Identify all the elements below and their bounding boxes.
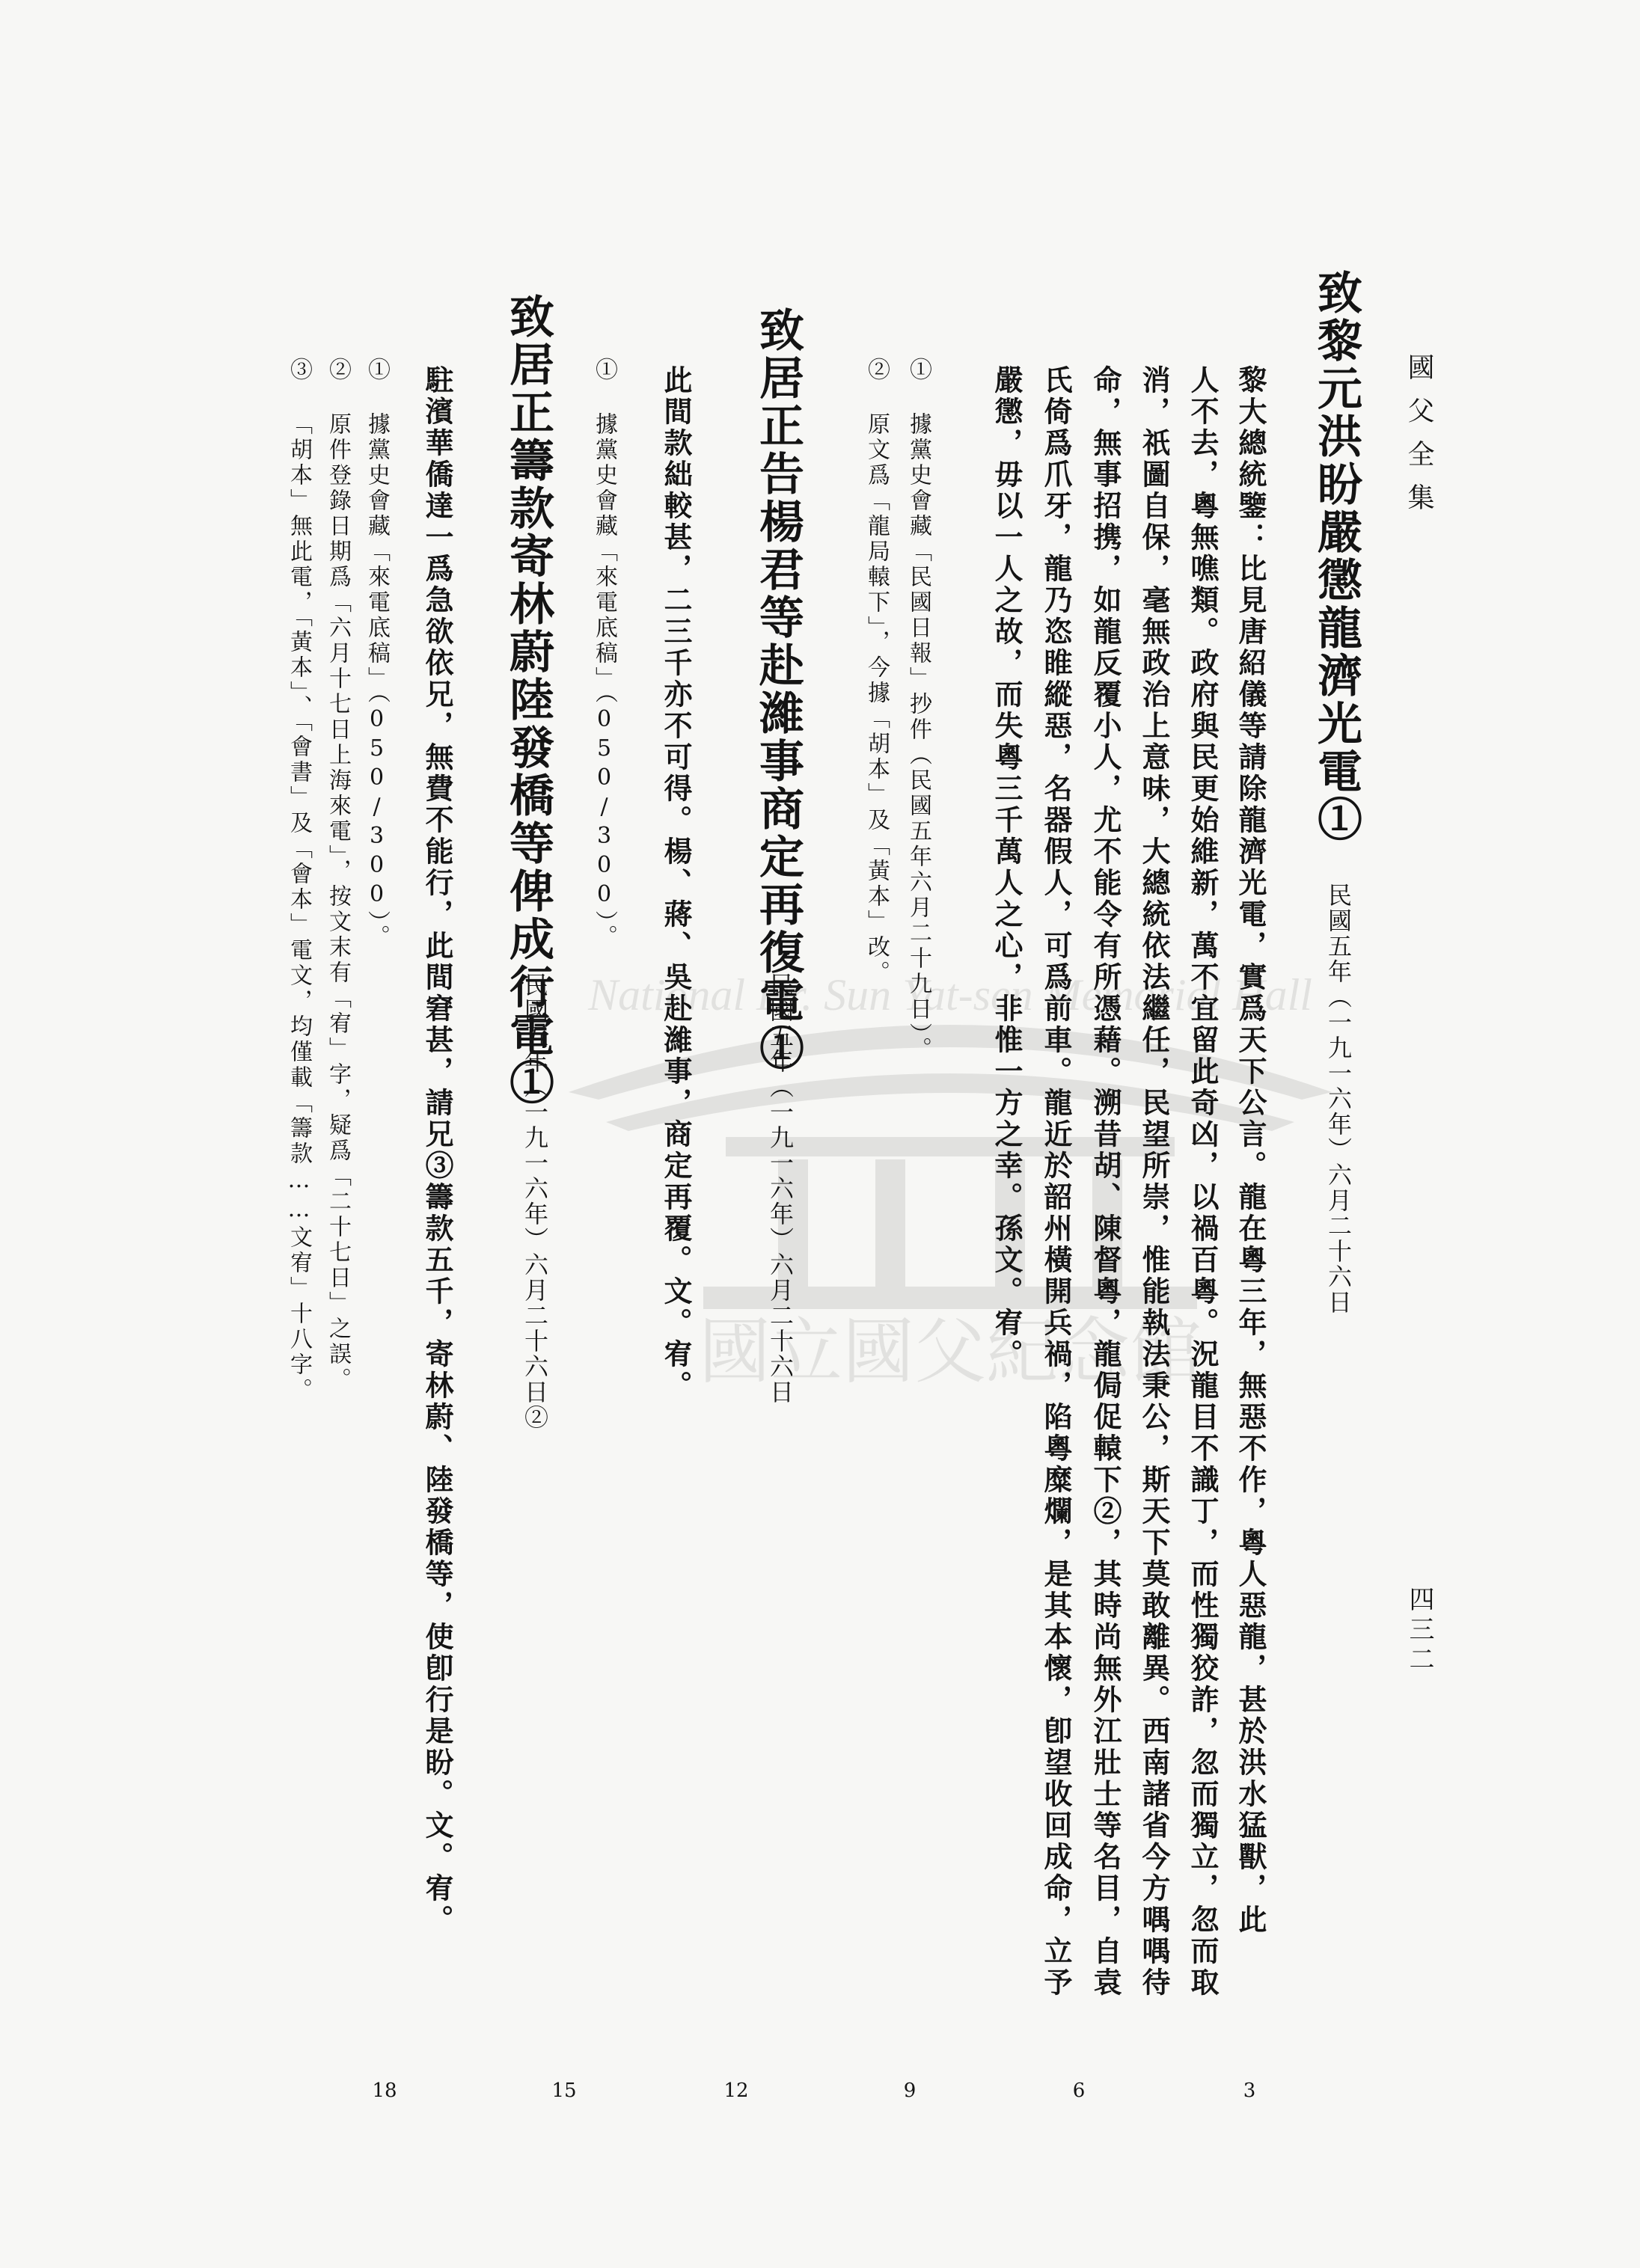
section-3-note-1: ① 據黨史會藏「來電底稿」（050/300）。 — [364, 358, 390, 950]
section-1-body-line-6: 嚴懲，毋以一人之故，而失粵三千萬人之心，非惟一方之幸。孫文。宥。 — [990, 365, 1024, 1370]
section-1-body-line-2: 人不去，粵無噍類。政府與民更始維新，萬不宜留此奇凶，以禍百粵。況龍目不識丁，而性獨狡詐，忽而獨立，忽而取 — [1186, 365, 1220, 1999]
book-title: 國父全集 — [1404, 353, 1434, 527]
watermark-bottom-text: 國立國父紀念館 — [699, 1310, 1202, 1391]
watermark-logo — [479, 898, 1422, 1391]
section-2-note-1: ① 據黨史會藏「來電底稿」（050/300）。 — [591, 358, 617, 950]
section-3-note-3: ③ 「胡本」無此電，「黃本」、「會書」及「會本」電文，均僅載「籌款……文宥」十八字。 — [286, 358, 312, 1403]
line-number: 9 — [903, 2079, 917, 2102]
watermark-arc-text: National Dr. Sun Yat-sen Memorial Hall — [588, 970, 1312, 1020]
page-number: 四三二 — [1404, 1586, 1434, 1676]
section-1-date: 民國五年（一九一六年）六月二十六日 — [1324, 883, 1353, 1315]
line-number: 18 — [372, 2079, 397, 2102]
section-1-note-1: ① 據黨史會藏「民國日報」抄件（民國五年六月二十九日）。 — [905, 358, 931, 1062]
section-1-body-line-1: 黎大總統鑒：比見唐紹儀等請除龍濟光電，實爲天下公言。龍在粵三年，無惡不作，粵人惡龍，甚於洪水猛獸，此 — [1234, 365, 1267, 1936]
section-1-body-line-3: 消，祇圖自保，毫無政治上意味，大總統依法繼任，民望所崇，惟能執法秉公，斯天下莫敢離異。西南諸省今方喁喁待 — [1137, 365, 1171, 1999]
line-number: 3 — [1243, 2079, 1256, 2102]
section-1-note-2: ② 原文爲「龍局轅下」，今據「胡本」及「黃本」改。 — [863, 358, 890, 986]
section-3-title: 致居正籌款寄林蔚陸發橋等俾成行電① — [502, 293, 554, 1107]
line-number: 15 — [551, 2079, 577, 2102]
section-2-title: 致居正告楊君等赴濰事商定再復電① — [752, 307, 804, 1073]
section-3-date: 民國五年（一九一六年）六月二十六日② — [521, 972, 549, 1430]
section-1-body-line-5: 氏倚爲爪牙，龍乃恣睢縱惡，名器假人，可爲前車。龍近於韶州橫開兵禍，陷粵糜爛，是其本懷，卽望收回成命，立予 — [1039, 365, 1073, 1999]
section-2-body-line-1: 此間款絀較甚，二三千亦不可得。楊、蔣、吳赴濰事，商定再覆。文。宥。 — [659, 365, 693, 1402]
section-3-body-line-1: 駐濱華僑達一爲急欲依兄，無費不能行，此間窘甚，請兄③籌款五千，寄林蔚、陸發橋等，使卽行是盼。文。宥。 — [420, 365, 454, 1936]
section-3-note-2: ② 原件登錄日期爲「六月十七日上海來電」，按文末有「宥」字，疑爲「二十七日」之誤。 — [325, 358, 351, 1393]
section-2-date: 民國五年（一九一六年）六月二十六日 — [766, 972, 795, 1405]
section-1-title: 致黎元洪盼嚴懲龍濟光電① — [1310, 269, 1362, 844]
line-number: 12 — [723, 2079, 749, 2102]
line-number: 6 — [1072, 2079, 1086, 2102]
section-1-body-line-4: 命，無事招携，如龍反覆小人，尤不能令有所憑藉。溯昔胡、陳督粵，龍侷促轅下②，其時尚無外江壯士等名目，自袁 — [1089, 365, 1122, 1999]
